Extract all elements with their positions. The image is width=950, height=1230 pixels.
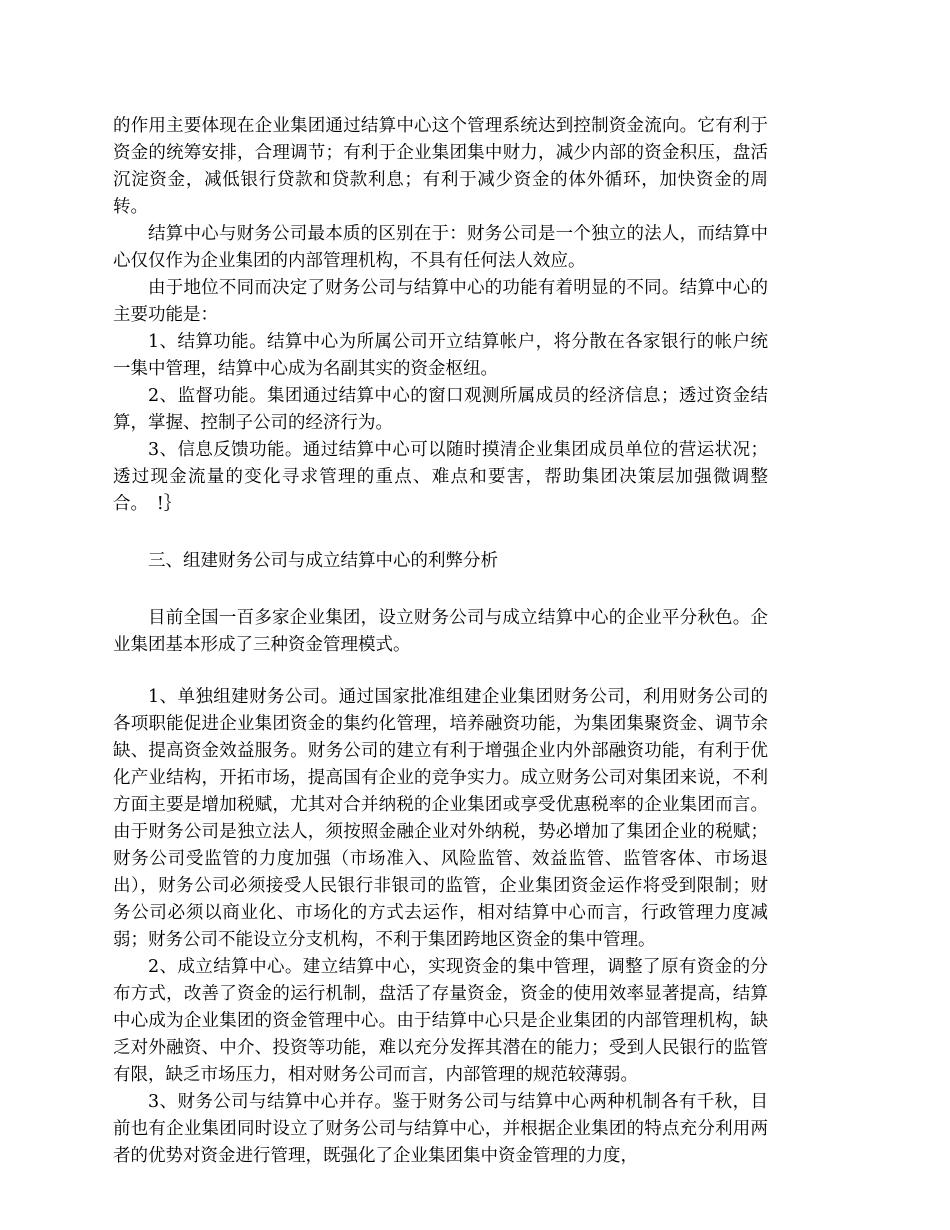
- paragraph-mode-settlement-center: 2、成立结算中心。建立结算中心，实现资金的集中管理，调整了原有资金的分布方式，改善了资金的运行机制，盘活了存量资金，资金的使用效率显著提高，结算中心成为企业集团的资金管理中心。由于结算中心只是企业集团的内部管理机构，缺乏对外融资、中介、投资等功能，难以充分发挥其潜在的能力；受到人民银行的监管有限，缺乏市场压力，相对财务公司而言，内部管理的规范较薄弱。: [113, 957, 768, 1085]
- section-heading: 三、组建财务公司与成立结算中心的利弊分析: [148, 551, 498, 571]
- paragraph-overview: 目前全国一百多家企业集团，设立财务公司与成立结算中心的企业平分秋色。企业集团基本形成了三种资金管理模式。: [113, 608, 768, 655]
- paragraph-supervision-function: 2、监督功能。集团通过结算中心的窗口观测所属成员的经济信息；透过资金结算，掌握、控制子公司的经济行为。: [113, 386, 768, 433]
- paragraph-difference: 结算中心与财务公司最本质的区别在于：财务公司是一个独立的法人，而结算中心仅仅作为企业集团的内部管理机构，不具有任何法人效应。: [113, 224, 768, 271]
- paragraph-mode-coexist: 3、财务公司与结算中心并存。鉴于财务公司与结算中心两种机制各有千秋，目前也有企业集团同时设立了财务公司与结算中心，并根据企业集团的特点充分利用两者的优势对资金进行管理，既强化了企业集团集中资金管理的力度，: [113, 1092, 768, 1166]
- paragraph-settlement-function: 1、结算功能。结算中心为所属公司开立结算帐户，将分散在各家银行的帐户统一集中管理，结算中心成为名副其实的资金枢纽。: [113, 332, 768, 379]
- paragraph-functions-intro: 由于地位不同而决定了财务公司与结算中心的功能有着明显的不同。结算中心的主要功能是：: [113, 278, 768, 325]
- paragraph-feedback-function: 3、信息反馈功能。通过结算中心可以随时摸清企业集团成员单位的营运状况；透过现金流量的变化寻求管理的重点、难点和要害，帮助集团决策层加强微调整合。 !｝: [113, 440, 768, 514]
- paragraph-mode-finance-company: 1、单独组建财务公司。通过国家批准组建企业集团财务公司，利用财务公司的各项职能促进企业集团资金的集约化管理，培养融资功能，为集团集聚资金、调节余缺、提高资金效益服务。财务公司的建立有利于增强企业内外部融资功能，有利于优化产业结构，开拓市场，提高国有企业的竞争实力。成立财务公司对集团来说，不利方面主要是增加税赋，尤其对合并纳税的企业集团或享受优惠税率的企业集团而言。由于财务公司是独立法人，须按照金融企业对外纳税，势必增加了集团企业的税赋；财务公司受监管的力度加强（市场准入、风险监管、效益监管、监管客体、市场退出），财务公司必须接受人民银行非银司的监管，企业集团资金运作将受到限制；财务公司必须以商业化、市场化的方式去运作，相对结算中心而言，行政管理力度减弱；财务公司不能设立分支机构，不利于集团跨地区资金的集中管理。: [113, 687, 768, 950]
- paragraph-intro: 的作用主要体现在企业集团通过结算中心这个管理系统达到控制资金流向。它有利于资金的统筹安排，合理调节；有利于企业集团集中财力，减少内部的资金积压，盘活沉淀资金，减低银行贷款和贷款利息；有利于减少资金的体外循环，加快资金的周转。: [113, 116, 768, 217]
